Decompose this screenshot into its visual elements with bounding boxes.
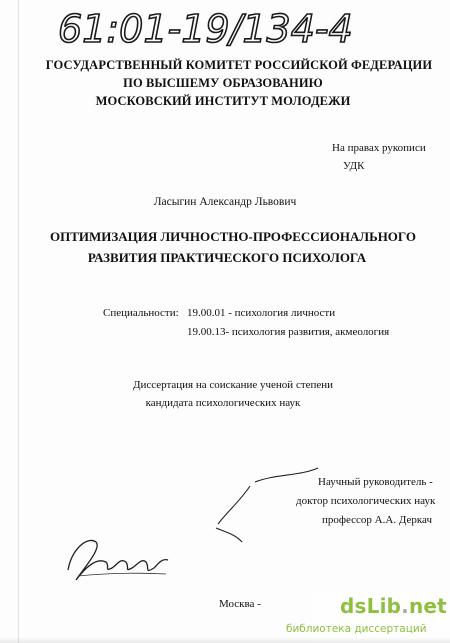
- archive-stamp: [54, 2, 354, 54]
- handwritten-signature: [58, 528, 178, 588]
- page-bottom-shadow: [0, 637, 450, 643]
- stamp-number: 61:01-19/134-4: [58, 7, 353, 51]
- udk-label: УДК: [343, 160, 365, 172]
- header-line-2: ПО ВЫСШЕМУ ОБРАЗОВАНИЮ: [123, 76, 323, 90]
- thesis-title-line-1: ОПТИМИЗАЦИЯ ЛИЧНОСТНО-ПРОФЕССИОНАЛЬНОГО: [50, 229, 416, 244]
- author-name: Ласыгин Александр Львович: [153, 196, 297, 208]
- specialty-item: 19.00.13- психология развития, акмеология: [187, 326, 390, 338]
- supervisor-line-1: Научный руководитель -: [318, 476, 433, 488]
- watermark-subtitle: библиотека диссертаций: [286, 623, 427, 635]
- manuscript-rights: На правах рукописи: [332, 142, 426, 154]
- header-line-3: МОСКОВСКИЙ ИНСТИТУТ МОЛОДЕЖИ: [95, 94, 351, 108]
- supervisor-line-2: доктор психологических наук: [296, 495, 436, 507]
- watermark-logo-dot: .: [401, 594, 409, 618]
- watermark-logo-main: dsLib: [340, 594, 402, 618]
- city-label: Москва -: [219, 598, 261, 610]
- dissertation-line-1: Диссертация на соискание ученой степени: [132, 379, 334, 391]
- thesis-title-line-2: РАЗВИТИЯ ПРАКТИЧЕСКОГО ПСИХОЛОГА: [87, 250, 367, 265]
- watermark-logo-tld: net: [408, 594, 447, 618]
- specialty-item: 19.00.01 - психология личности: [187, 307, 336, 319]
- specialties-label: Специальности:: [103, 307, 179, 319]
- supervisor-line-3: профессор А.А. Деркач: [322, 514, 432, 526]
- dissertation-line-2: кандидата психологических наук: [145, 397, 301, 409]
- watermark-logo: [340, 594, 447, 618]
- header-line-1: ГОСУДАРСТВЕННЫЙ КОМИТЕТ РОССИЙСКОЙ ФЕДЕРАЦИИ: [45, 58, 433, 72]
- site-watermark: [282, 594, 450, 643]
